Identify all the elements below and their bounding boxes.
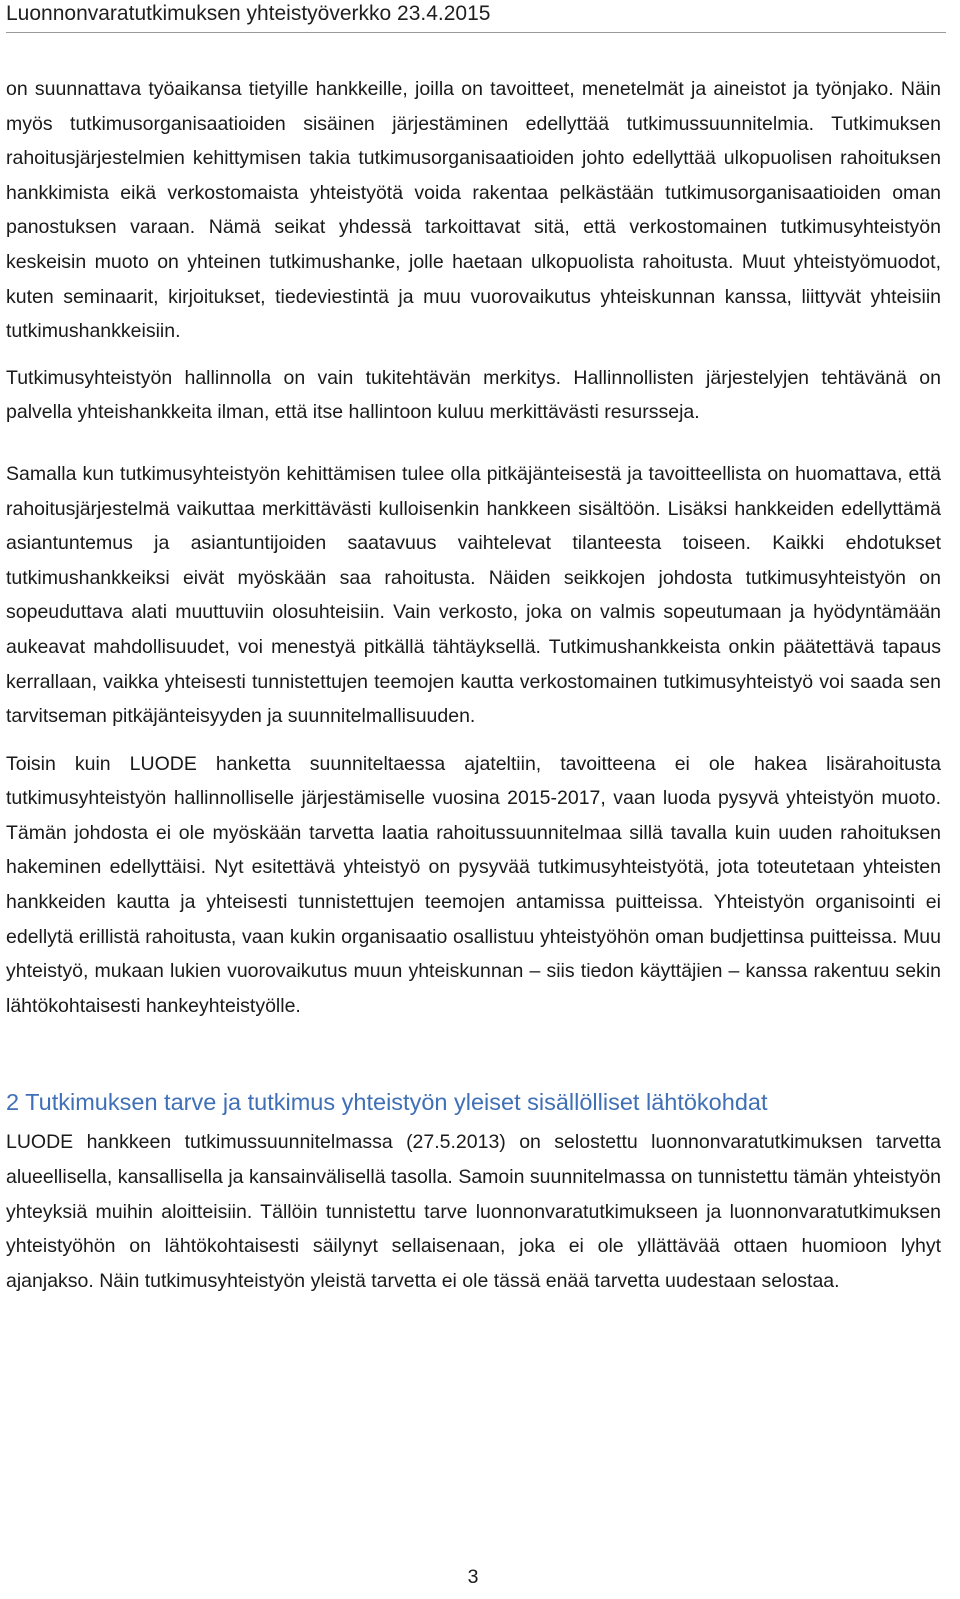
paragraph-research-funding: on suunnattava työaikansa tietyille hankkeille, joilla on tavoitteet, menetelmät ja aineistot ja työnjako. Näin myös tutkimusorganisaatioiden sisäinen järjestäminen edellyttää tutkimussuunnitelmia. Tutkimuksen rahoitusjärjestelmien kehittymisen takia tutkimusorganisaatioiden johto edellyttää ulkopuolisen rahoituksen hankkimista eikä verkostomaista yhteistyötä voida rakentaa pelkästään tutkimusorganisaatioiden oman panostuksen varaan. Nämä seikat yhdessä tarkoittavat sitä, että verkostomainen tutkimusyhteistyön keskeisin muoto on yhteinen tutkimushanke, jolle haetaan ulkopuolista rahoitusta. Muut yhteistyömuodot, kuten seminaarit, kirjoitukset, tiedeviestintä ja muu vuorovaikutus yhteiskunnan kanssa, liittyvät yhteisiin tutkimushankkeisiin. <box>6 78 941 343</box>
section-heading: 2 Tutkimuksen tarve ja tutkimus yhteistyön yleiset sisällölliset lähtökohdat <box>6 1089 768 1116</box>
page-number: 3 <box>467 1566 479 1588</box>
paragraph-research-need: LUODE hankkeen tutkimussuunnitelmassa (27.5.2013) on selostettu luonnonvaratutkimuksen tarvetta alueellisella, kansallisella ja kansainvälisellä tasolla. Samoin suunnitelmassa on tunnistettu tämän yhteistyön yhteyksiä muihin aloitteisiin. Tällöin tunnistettu tarve luonnonvaratutkimukseen ja luonnonvaratutkimuksen yhteistyöhön on lähtökohtaisesti säilynyt sellaisenaan, joka ei ole yllättävää ottaen huomioon lyhyt ajanjakso. Näin tutkimusyhteistyön yleistä tarvetta ei ole tässä enää tarvetta uudestaan selostaa. <box>6 1131 941 1292</box>
paragraph-long-term-development: Samalla kun tutkimusyhteistyön kehittämisen tulee olla pitkäjänteisestä ja tavoitteellista on huomattava, että rahoitusjärjestelmä vaikuttaa merkittävästi kulloisenkin hankkeen sisältöön. Lisäksi hankkeiden edellyttämä asiantuntemus ja asiantuntijoiden saatavuus vaihtelevat tilanteesta toiseen. Kaikki ehdotukset tutkimushankkeiksi eivät myöskään saa rahoitusta. Näiden seikkojen johdosta tutkimusyhteistyön on sopeuduttava alati muuttuviin olosuhteisiin. Vain verkosto, joka on valmis sopeutumaan ja hyödyntämään aukeavat mahdollisuudet, voi menestyä pitkällä tähtäyksellä. Tutkimushankkeista onkin päätettävä tapaus kerrallaan, vaikka yhteisesti tunnistettujen teemojen kautta verkostomainen tutkimusyhteistyö voi saada sen tarvitseman pitkäjänteisyyden ja suunnitelmallisuuden. <box>6 462 941 728</box>
running-header: Luonnonvaratutkimuksen yhteistyöverkko 23.4.2015 <box>6 2 491 25</box>
paragraph-luode-funding: Toisin kuin LUODE hanketta suunniteltaessa ajateltiin, tavoitteena ei ole hakea lisärahoitusta tutkimusyhteistyön hallinnolliselle järjestämiselle vuosina 2015-2017, vaan luoda pysyvä yhteistyön muoto. Tämän johdosta ei ole myöskään tarvetta laatia rahoitussuunnitelmaa sillä tavalla kuin uuden rahoituksen hakeminen edellyttäisi. Nyt esitettävä yhteistyö on pysyvää tutkimusyhteistyötä, jota toteutetaan yhteisten hankkeiden kautta ja yhteisesti tunnistettujen teemojen antamissa puitteissa. Yhteistyön organisointi ei edellytä erillistä rahoitusta, vaan kukin organisaatio osallistuu yhteistyöhön oman budjettinsa puitteissa. Muu yhteistyö, mukaan lukien vuorovaikutus muun yhteiskunnan – siis tiedon käyttäjien – kanssa rakentuu sekin lähtökohtaisesti hankeyhteistyölle. <box>6 752 941 1017</box>
paragraph-administration: Tutkimusyhteistyön hallinnolla on vain tukitehtävän merkitys. Hallinnollisten järjestelyjen tehtävänä on palvella yhteishankkeita ilman, että itse hallintoon kuluu merkittävästi resursseja. <box>6 366 941 424</box>
header-divider <box>6 32 946 33</box>
page-body <box>6 72 941 1298</box>
